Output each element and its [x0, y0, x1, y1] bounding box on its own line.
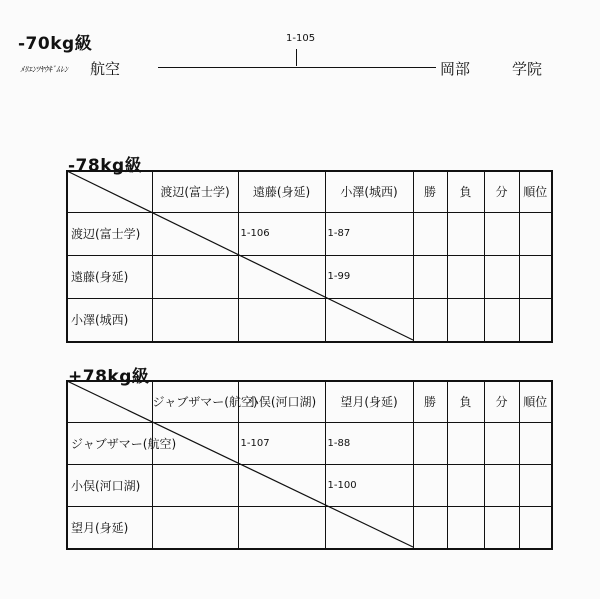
- diagonal-line-78-plus: [66, 380, 416, 549]
- right-team: 学院: [512, 60, 543, 78]
- col-header-athlete-2: 小俣(河口湖): [238, 381, 325, 422]
- left-athlete-name: ﾒﾘｴﾝﾂﾔｳｷﾞﾑﾚﾝ: [20, 65, 68, 74]
- draws-cell: [484, 212, 519, 255]
- rank-cell: [519, 464, 552, 506]
- draws-cell: [484, 506, 519, 549]
- row-header-athlete-2: 小俣(河口湖): [67, 464, 152, 506]
- match-cell: 1-106: [238, 212, 325, 255]
- pool-title-78-minus: -78kg級: [68, 156, 143, 176]
- match-cell: 1-100: [325, 464, 413, 506]
- losses-cell: [447, 212, 484, 255]
- weight-class-70: -70kg級: [18, 34, 93, 54]
- draws-cell: [484, 422, 519, 464]
- wins-cell: [413, 464, 447, 506]
- bracket-line: [158, 67, 436, 68]
- match-cell: 1-99: [325, 255, 413, 298]
- col-header-athlete-3: 望月(身延): [325, 381, 413, 422]
- wins-cell: [413, 255, 447, 298]
- right-athlete-name: 岡部: [440, 60, 471, 78]
- losses-cell: [447, 298, 484, 342]
- wins-cell: [413, 212, 447, 255]
- row-header-athlete-3: 小澤(城西): [67, 298, 152, 342]
- rank-cell: [519, 298, 552, 342]
- row-header-athlete-3: 望月(身延): [67, 506, 152, 549]
- losses-cell: [447, 422, 484, 464]
- wins-cell: [413, 422, 447, 464]
- wins-cell: [413, 506, 447, 549]
- col-header-rank: 順位: [519, 381, 552, 422]
- losses-cell: [447, 255, 484, 298]
- losses-cell: [447, 464, 484, 506]
- row-header-athlete-2: 遠藤(身延): [67, 255, 152, 298]
- col-header-wins: 勝: [413, 171, 447, 212]
- rank-cell: [519, 212, 552, 255]
- col-header-draws: 分: [484, 171, 519, 212]
- draws-cell: [484, 298, 519, 342]
- match-cell: 1-107: [238, 422, 325, 464]
- col-header-wins: 勝: [413, 381, 447, 422]
- row-header-athlete-1: ジャブザマー(航空): [67, 422, 152, 464]
- col-header-athlete-3: 小澤(城西): [325, 171, 413, 212]
- col-header-athlete-1: ジャブザマー(航空): [152, 381, 238, 422]
- draws-cell: [484, 255, 519, 298]
- diagonal-line-78-minus: [66, 170, 416, 342]
- match-number: 1-105: [286, 33, 316, 44]
- row-header-athlete-1: 渡辺(富士学): [67, 212, 152, 255]
- draws-cell: [484, 464, 519, 506]
- losses-cell: [447, 506, 484, 549]
- match-cell: 1-88: [325, 422, 413, 464]
- col-header-athlete-1: 渡辺(富士学): [152, 171, 238, 212]
- col-header-losses: 負: [447, 171, 484, 212]
- bracket-tick: [296, 49, 297, 66]
- wins-cell: [413, 298, 447, 342]
- rank-cell: [519, 506, 552, 549]
- rank-cell: [519, 255, 552, 298]
- pool-title-78-plus: +78kg級: [68, 367, 150, 387]
- col-header-athlete-2: 遠藤(身延): [238, 171, 325, 212]
- match-cell: 1-87: [325, 212, 413, 255]
- rank-cell: [519, 422, 552, 464]
- col-header-rank: 順位: [519, 171, 552, 212]
- left-team: 航空: [90, 60, 121, 78]
- col-header-losses: 負: [447, 381, 484, 422]
- col-header-draws: 分: [484, 381, 519, 422]
